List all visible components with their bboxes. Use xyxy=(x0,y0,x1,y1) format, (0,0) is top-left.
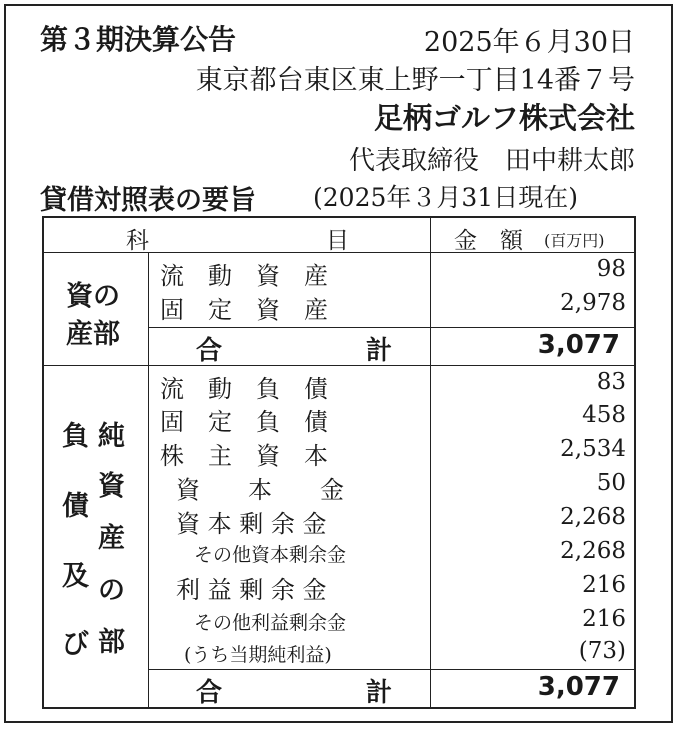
liab-label-char: 及 xyxy=(62,561,89,592)
header-item-1: 科 xyxy=(126,228,149,254)
liab-label-char: 資 xyxy=(98,471,125,502)
balance-sheet-date: (2025年３月31日現在) xyxy=(313,183,578,212)
liab-label-char: 債 xyxy=(62,491,89,522)
liab-row-name: (うち当期純利益) xyxy=(184,644,332,666)
liab-label-char: び xyxy=(62,629,89,660)
asset-row-value: 98 xyxy=(596,256,626,282)
assets-label-line1: 資の xyxy=(66,281,120,312)
assets-section-divider xyxy=(44,365,634,366)
liab-label-char: 産 xyxy=(98,523,125,554)
balance-sheet-table xyxy=(42,216,636,709)
liabilities-total-divider xyxy=(148,669,634,670)
assets-label-line2: 産部 xyxy=(66,319,120,350)
assets-total-label-b: 計 xyxy=(366,336,393,366)
liab-label-char: 負 xyxy=(62,421,89,452)
notice-date: 2025年６月30日 xyxy=(423,27,635,58)
liab-label-char: 部 xyxy=(98,627,125,658)
liab-row-value: 83 xyxy=(596,369,626,395)
liab-row-name: 資 本 金 xyxy=(176,476,344,504)
liab-total-label-b: 計 xyxy=(366,678,393,708)
liab-row-name: 株 主 資 本 xyxy=(160,442,328,470)
header-amount: 金 額 xyxy=(454,228,523,254)
header-item-2: 目 xyxy=(326,228,349,254)
liab-total-value: 3,077 xyxy=(537,672,620,702)
assets-total-divider xyxy=(148,327,634,328)
amount-divider xyxy=(430,218,431,707)
liab-row-name: その他利益剰余金 xyxy=(194,612,347,634)
header-unit: (百万円) xyxy=(544,231,605,250)
liab-row-name: 資 本 剰 余 金 xyxy=(176,510,327,538)
assets-total-label-a: 合 xyxy=(196,336,223,366)
liab-label-char: の xyxy=(98,575,125,606)
liab-row-value: 458 xyxy=(582,402,626,428)
liab-row-value: 2,268 xyxy=(560,504,626,530)
liab-label-char: 純 xyxy=(98,421,125,452)
liab-row-value: 2,534 xyxy=(560,436,626,462)
liab-row-name: 固 定 負 債 xyxy=(160,408,328,436)
assets-total-value: 3,077 xyxy=(537,330,620,360)
liab-row-name: 利 益 剰 余 金 xyxy=(176,576,327,604)
asset-row-name: 固 定 資 産 xyxy=(160,296,328,324)
company-address: 東京都台東区東上野一丁目14番７号 xyxy=(195,65,635,96)
representative: 代表取締役 田中耕太郎 xyxy=(348,146,635,176)
company-name: 足柄ゴルフ株式会社 xyxy=(373,101,635,135)
liab-row-value: 2,268 xyxy=(560,538,626,564)
notice-title: 第３期決算公告 xyxy=(40,23,237,56)
liab-row-name: その他資本剰余金 xyxy=(194,544,347,566)
liab-row-value: 50 xyxy=(596,470,626,496)
liab-row-value: 216 xyxy=(582,606,626,632)
liab-row-value: 216 xyxy=(582,572,626,598)
liab-row-name: 流 動 負 債 xyxy=(160,375,328,403)
asset-row-name: 流 動 資 産 xyxy=(160,262,328,290)
balance-sheet-title: 貸借対照表の要旨 xyxy=(40,185,256,216)
asset-row-value: 2,978 xyxy=(560,290,626,316)
section-divider xyxy=(148,252,149,707)
liab-row-value: (73) xyxy=(578,638,626,664)
liab-total-label-a: 合 xyxy=(196,678,223,708)
